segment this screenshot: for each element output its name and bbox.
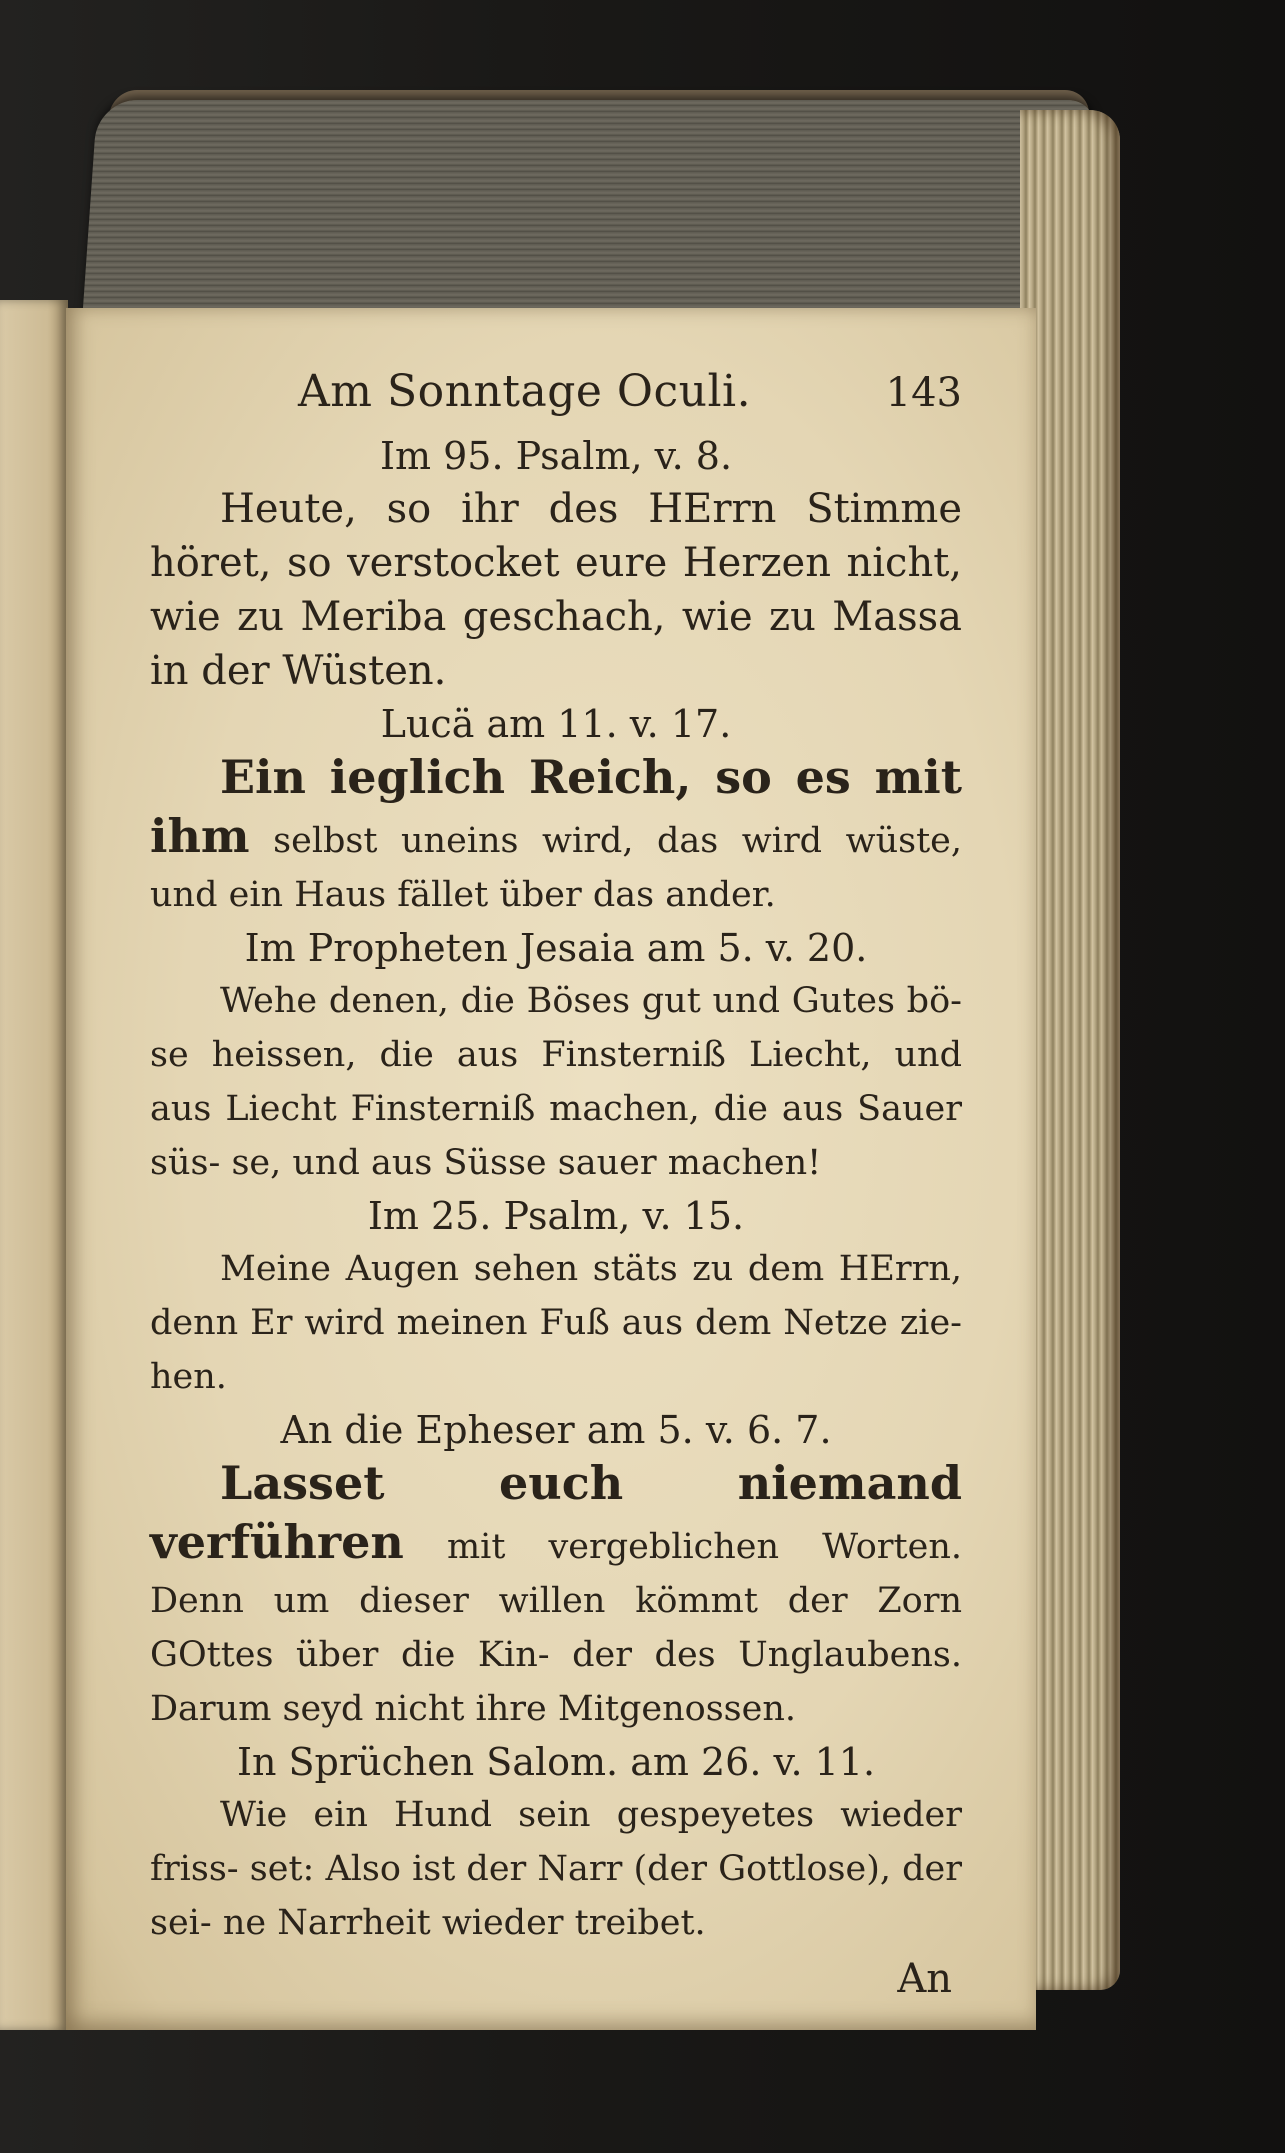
text-block — [150, 366, 962, 2016]
catchword-line — [150, 1956, 962, 2016]
verse-line: wie zu Meriba geschach, wie zu Massa — [150, 594, 962, 640]
verse-line: Heute, so ihr des HErrn Stimme — [220, 486, 962, 532]
page-block-top — [82, 100, 1097, 315]
verse-reference: Im 25. Psalm, v. 15. — [367, 1194, 745, 1238]
verse-line: ne Narrheit wieder treibet. — [222, 1903, 706, 1943]
verse-line: Wie ein Hund sein gespeyetes wieder friss- — [150, 1795, 962, 1889]
verse-text — [150, 1242, 962, 1404]
verse-line: se, und aus Süsse sauer machen! — [231, 1143, 822, 1183]
verse-line: Wehe denen, die Böses gut und Gutes bö- — [220, 981, 962, 1021]
verse-line: Liecht Finsterniß machen, die aus Sauer süs- — [150, 1089, 962, 1183]
verse-line: selbst uneins wird, das wird wüste, und ein — [150, 821, 962, 915]
catchword: An — [897, 1956, 952, 2002]
verse-line: mit vergeblichen Worten. Denn um dieser — [150, 1527, 962, 1621]
verse-line: hen. — [150, 1357, 227, 1397]
verse-line: der des Unglaubens. Darum seyd nicht ihre — [150, 1635, 962, 1729]
left-page-edge — [0, 300, 68, 2030]
verse-lead: Lasset euch niemand verführen — [150, 1456, 962, 1569]
verse-reference: Im Propheten Jesaia am 5. v. 20. — [244, 926, 868, 970]
verse-lead: Ein ieglich Reich, so es mit ihm — [150, 750, 962, 863]
verse-line: willen kömmt der Zorn GOttes über die Kin- — [150, 1581, 962, 1675]
verse-text — [150, 1788, 962, 1950]
verse-line: denn Er wird meinen Fuß aus dem Netze zie- — [150, 1303, 962, 1343]
verse-text — [150, 750, 962, 922]
verse-line: höret, so verstocket eure Herzen nicht, — [150, 540, 962, 586]
verse-text — [150, 1456, 962, 1736]
verse-reference: Im 95. Psalm, v. 8. — [379, 434, 733, 478]
verse-line: Mitgenossen. — [557, 1689, 797, 1729]
verse-reference: An die Epheser am 5. v. 6. 7. — [280, 1408, 832, 1452]
verse-reference: Lucä am 11. v. 17. — [380, 702, 732, 746]
verse-line: Meine Augen sehen stäts zu dem HErrn, — [220, 1249, 962, 1289]
verse-line: se heissen, die aus Finsterniß Liecht, und aus — [150, 1035, 962, 1129]
book-page — [66, 308, 1036, 2030]
verse-text — [150, 482, 962, 698]
verse-text — [150, 974, 962, 1190]
page-number: 143 — [885, 370, 962, 416]
verse-reference: In Sprüchen Salom. am 26. v. 11. — [236, 1740, 876, 1784]
running-head: Am Sonntage Oculi. — [298, 366, 752, 417]
verse-line: Haus fället über das ander. — [294, 875, 776, 915]
verse-line: set: Also ist der Narr (der Gottlose), der sei- — [150, 1849, 962, 1943]
page-header — [150, 366, 962, 430]
verse-line: in der Wüsten. — [150, 648, 447, 694]
